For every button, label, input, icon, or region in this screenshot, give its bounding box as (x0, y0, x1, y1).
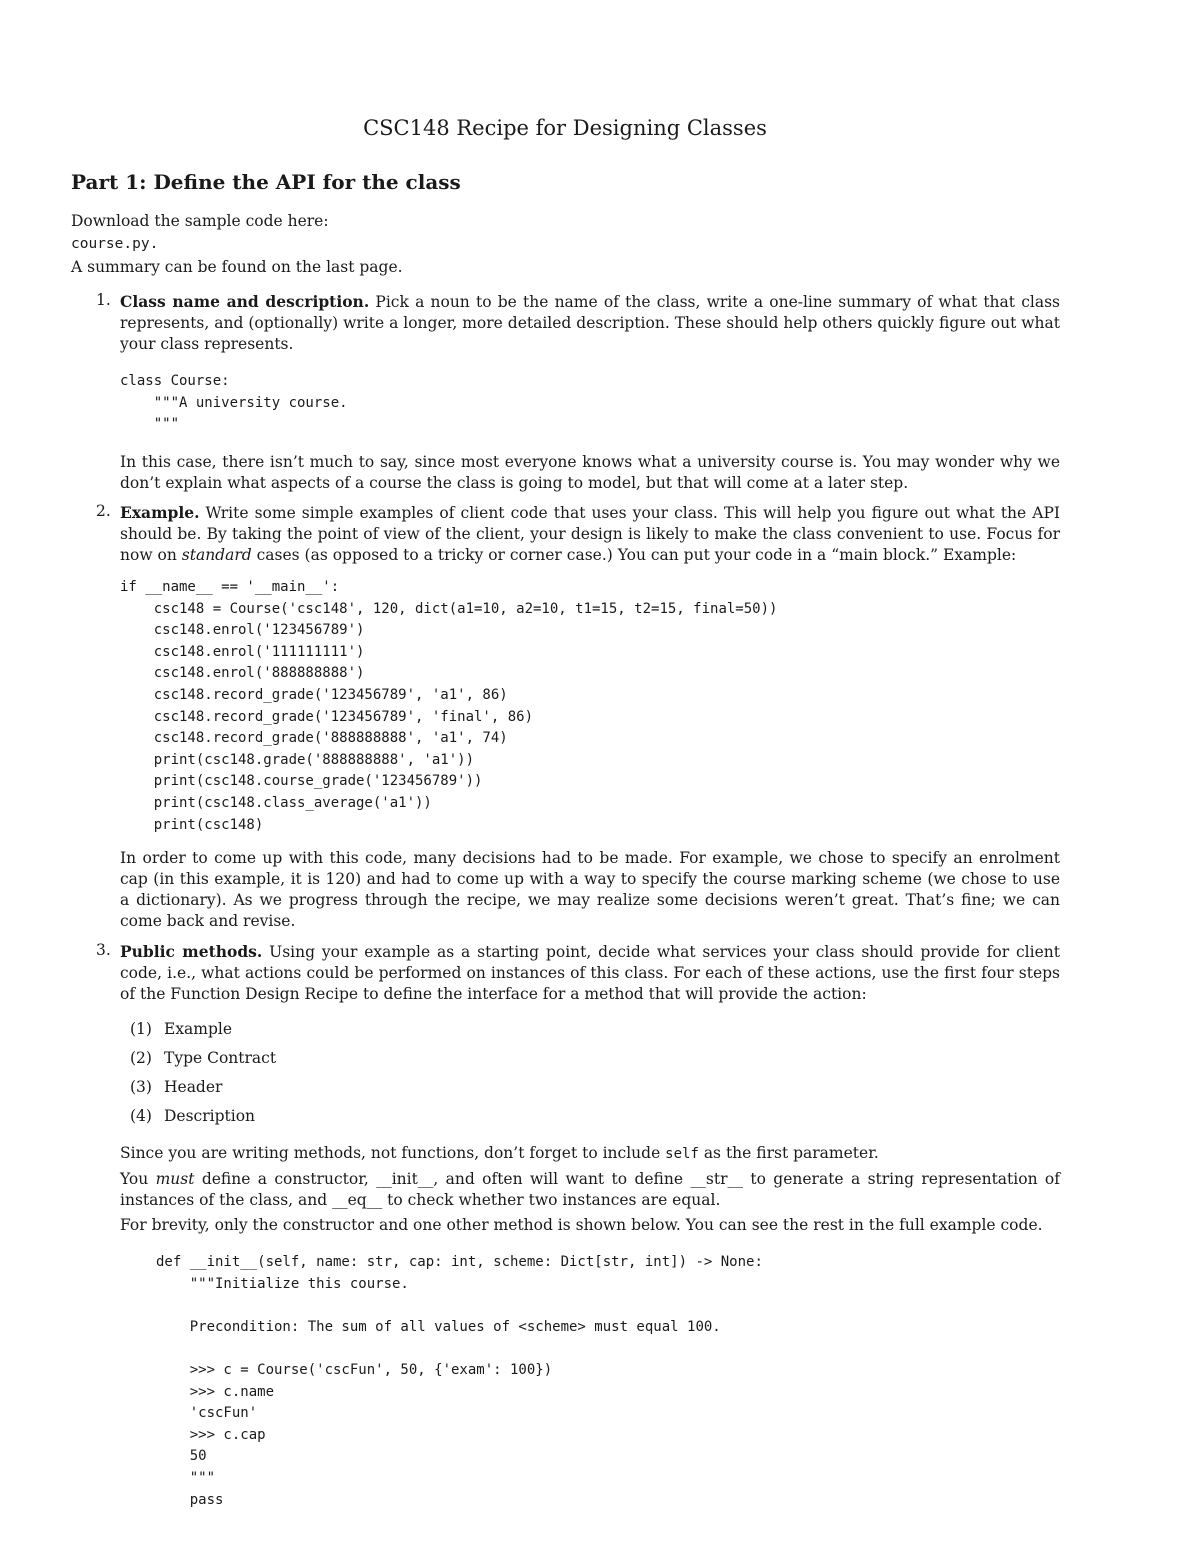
step-text: Pick a noun to be the name of the class, write a one-line summary of what that class represents, and (optionally) write a longer, more detailed description. These should help others quickly figure out what your class represents. (120, 293, 1060, 353)
step-text: Write some simple examples of client code that uses your class. This will help you figure out what the API should be. By taking the point of view of the client, your design is likely to make the class convenient to use. Focus for now on (120, 504, 1060, 564)
intro-download-line: Download the sample code here: (71, 212, 329, 230)
self-keyword: self (665, 1146, 699, 1162)
step-followup: In order to come up with this code, many decisions had to be made. For example, we chose to specify an enrolment cap (in this example, it is 120) and had to come up with a way to specify the course marking scheme (we chose to use a dictionary). As we progress through the recipe, we may realize some decisions weren’t great. That’s fine; we can come back and revise. (120, 849, 1060, 931)
step-followup: In this case, there isn’t much to say, since most everyone knows what a university course is. You may wonder why we don’t explain what aspects of a course the class is going to model, but that will come at a later step. (120, 452, 1060, 492)
step-number: 2. (96, 502, 111, 520)
step-lead: Example. (120, 503, 200, 522)
list-item: (3) Header (130, 1078, 223, 1096)
list-item: (2) Type Contract (130, 1049, 277, 1067)
list-item: (4) Description (130, 1107, 256, 1125)
step-number: 3. (96, 941, 111, 959)
code-block: def __init__(self, name: str, cap: int, scheme: Dict[str, int]) -> None: """Initialize this course. Precondition: The sum of all values of <scheme> must equal 100. >>> c = Course('cscFun', 50, {'exam': 100}) >>> c.name 'cscFun' >>> c.cap 50 """ pass (156, 1254, 763, 1508)
step-text-cont: cases (as opposed to a tricky or corner case.) You can put your code in a “main block.” Example: (251, 546, 1017, 564)
self-note: Since you are writing methods, not functions, don’t forget to include self as the first parameter. (120, 1144, 879, 1162)
intro-summary-line: A summary can be found on the last page. (71, 258, 403, 276)
sample-code-link[interactable]: course.py. (71, 236, 159, 252)
constructor-note: You must define a constructor, __init__, and often will want to define __str__ to generate a string representation of instances of the class, and __eq__ to check whether two instances are equal. (120, 1170, 1060, 1209)
step-lead: Public methods. (120, 942, 263, 961)
fdr-steps-list (120, 1015, 1060, 1131)
code-block: class Course: """A university course. """ (120, 373, 348, 433)
step-3 (96, 941, 1060, 1511)
list-item: (1) Example (130, 1020, 233, 1038)
step-1 (96, 291, 1060, 494)
code-block: if __name__ == '__main__': csc148 = Course('csc148', 120, dict(a1=10, a2=10, t1=15, t2=15, final=50)) csc148.enrol('123456789') csc148.enrol('111111111') csc148.enrol('888888888') csc148.record_grade('123456789', 'a1', 86) csc148.record_grade('123456789', 'final', 86) csc148.record_grade('888888888', 'a1', 74) print(csc148.grade('888888888', 'a1')) print(csc148.course_grade('123456789')) print(csc148.class_average('a1')) print(csc148) (120, 579, 778, 833)
step-description (120, 941, 1060, 1005)
intro-block (71, 210, 403, 279)
emphasis: standard (181, 546, 252, 564)
emphasis: must (155, 1170, 195, 1188)
step-description (120, 502, 1060, 566)
step-text: Using your example as a starting point, decide what services your class should provide for client code, i.e., what actions could be performed on instances of this class. For each of these actions, use the first four steps of the Function Design Recipe to define the interface for a method that will provide the action: (120, 943, 1060, 1003)
step-lead: Class name and description. (120, 292, 370, 311)
step-2 (96, 502, 1060, 932)
step-number: 1. (96, 291, 111, 309)
section-heading-part1: Part 1: Define the API for the class (71, 170, 461, 194)
step-description (120, 291, 1060, 355)
brevity-note: For brevity, only the constructor and one other method is shown below. You can see the rest in the full example code. (120, 1216, 1043, 1234)
document-title: CSC148 Recipe for Designing Classes (363, 116, 767, 140)
